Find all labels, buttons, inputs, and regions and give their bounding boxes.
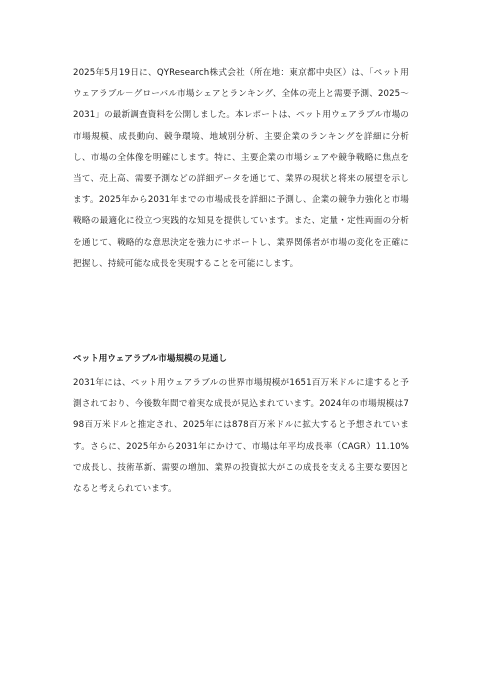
market-outlook-paragraph: 2031年には、ペット用ウェアラブルの世界市場規模が1651百万米ドルに達すると予測されており、今後数年間で着実な成長が見込まれています。2024年の市場規模は798百万米ドルと推定され、2025年には878百万米ドルに拡大すると予想されています。さらに、2025年から2031年にかけて、市場は年平均成長率（CAGR）11.10%で成長し、技術革新、需要の増加、業界の投資拡大がこの成長を支える主要な要因となると考えられています。 <box>73 378 409 495</box>
section-heading: ペット用ウェアラブル市場規模の見通し <box>73 354 228 364</box>
intro-paragraph: 2025年5月19日に、QYResearch株式会社（所在地：東京都中央区）は、「ペット用ウェアラブル－グローバル市場シェアとランキング、全体の売上と需要予測、2025～2031」の最新調査資料を公開しました。本レポートは、ペット用ウェアラブル市場の市場規模、成長動向、競争環境、地域別分析、主要企業のランキングを詳細に分析し、市場の全体像を明確にします。特に、主要企業の市場シェアや競争戦略に焦点を当て、売上高、需要予測などの詳細データを通じて、業界の現状と将来の展望を示します。2025年から2031年までの市場成長を詳細に予測し、企業の競争力強化と市場戦略の最適化に役立つ実践的な知見を提供しています。また、定量・定性両面の分析を通じて、戦略的な意思決定を強力にサポートし、業界関係者が市場の変化を正確に把握し、持続可能な成長を実現することを可能にします。 <box>73 68 409 269</box>
